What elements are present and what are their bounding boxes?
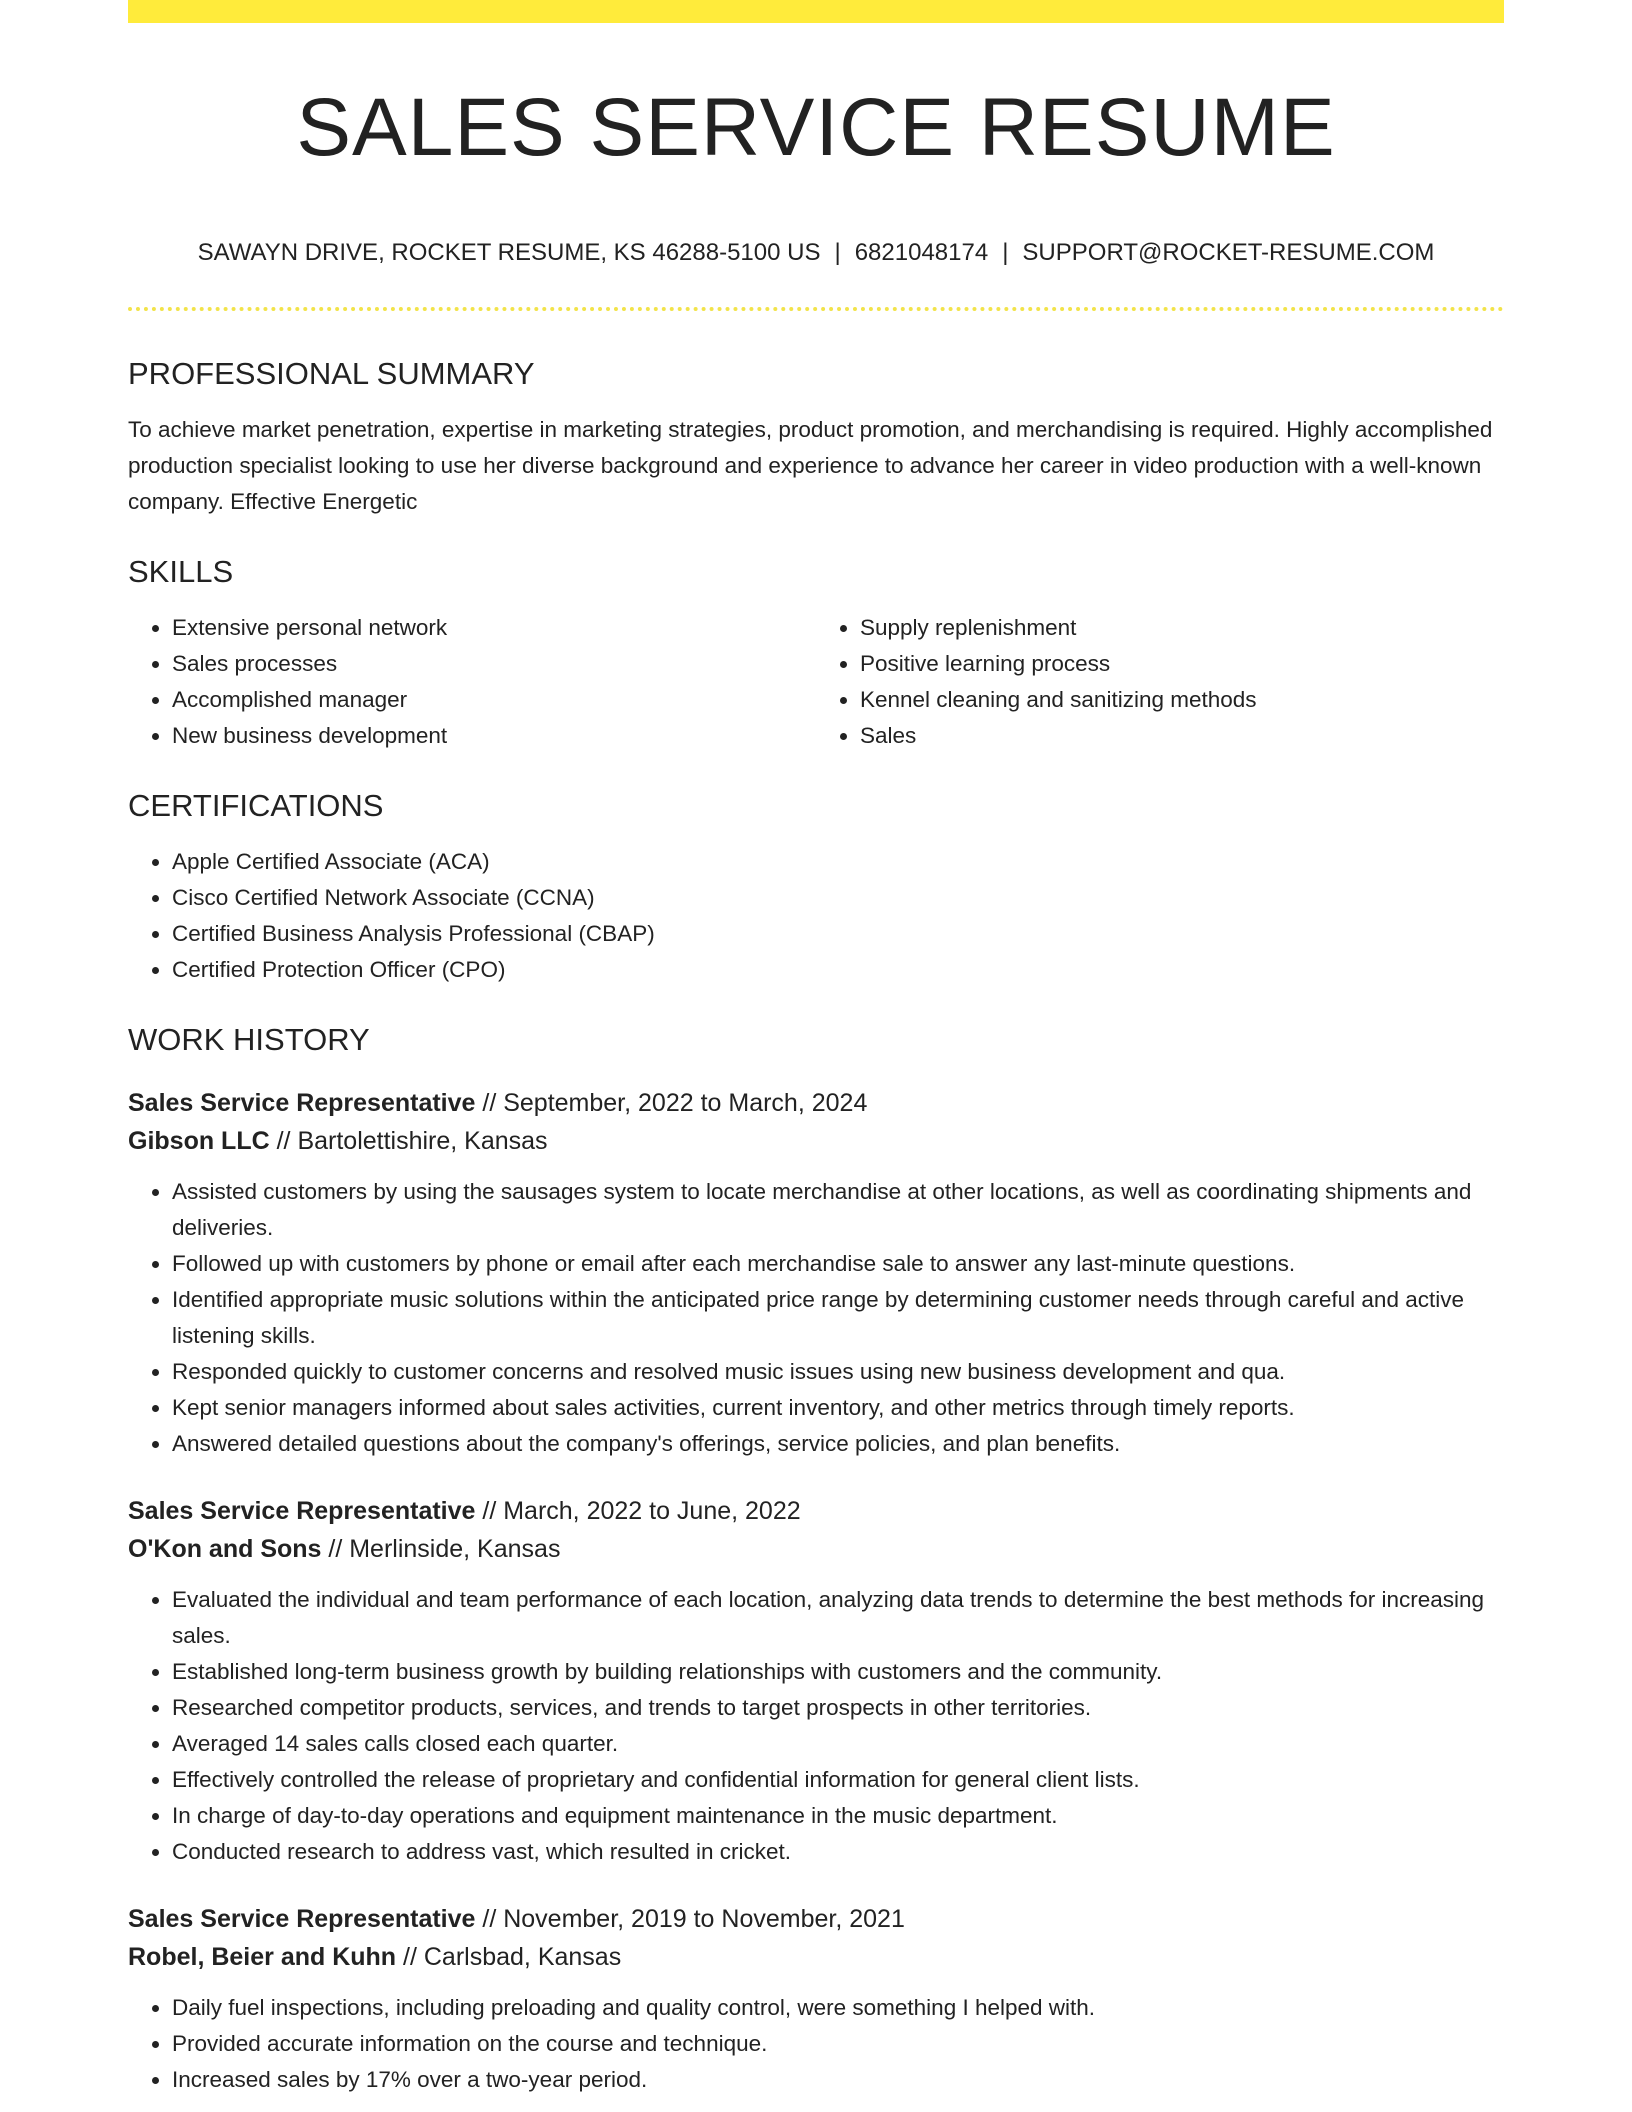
job-bullet: • Averaged 14 sales calls closed each quarter. xyxy=(172,1726,1504,1762)
job-title-line xyxy=(128,1084,1504,1122)
certifications-list xyxy=(128,844,1504,988)
job-bullet: • Identified appropriate music solutions within the anticipated price range by determining customer needs through careful and active listening skills. xyxy=(172,1282,1504,1354)
job-title-line xyxy=(128,1900,1504,1938)
job-dates: // November, 2019 to November, 2021 xyxy=(475,1905,905,1933)
email-link[interactable]: SUPPORT@ROCKET-RESUME.COM xyxy=(1022,239,1435,266)
job-bullet: • Assisted customers by using the sausages system to locate merchandise at other locations, as well as coordinating shipments and deliveries. xyxy=(172,1174,1504,1246)
contact-separator: | xyxy=(1002,239,1009,266)
accent-bar xyxy=(128,0,1504,23)
certification-item: • Certified Protection Officer (CPO) xyxy=(172,952,1504,988)
job-company: O'Kon and Sons xyxy=(128,1535,322,1563)
skills-list-right xyxy=(816,610,1504,754)
phone-text[interactable]: 6821048174 xyxy=(854,239,989,266)
page-title: SALES SERVICE RESUME xyxy=(296,82,1336,173)
job-bullet: • Followed up with customers by phone or email after each merchandise sale to answer any last-minute questions. xyxy=(172,1246,1504,1282)
job-title: Sales Service Representative xyxy=(128,1497,476,1525)
contact-line xyxy=(128,236,1504,270)
job-entry xyxy=(128,1900,1504,2098)
job-company: Robel, Beier and Kuhn xyxy=(128,1943,397,1971)
job-location: // Merlinside, Kansas xyxy=(321,1535,561,1563)
certifications-heading: CERTIFICATIONS xyxy=(128,788,384,823)
job-title: Sales Service Representative xyxy=(128,1089,476,1117)
skill-item: • Sales xyxy=(860,718,1504,754)
skills-list-left xyxy=(128,610,816,754)
skill-item: • Supply replenishment xyxy=(860,610,1504,646)
job-bullet: • Kept senior managers informed about sales activities, current inventory, and other metrics through timely reports. xyxy=(172,1390,1504,1426)
skill-item: • Sales processes xyxy=(172,646,816,682)
skills-grid xyxy=(128,610,1504,754)
job-title: Sales Service Representative xyxy=(128,1905,476,1933)
job-bullet: • In charge of day-to-day operations and equipment maintenance in the music department. xyxy=(172,1798,1504,1834)
job-bullet: • Provided accurate information on the course and technique. xyxy=(172,2026,1504,2062)
address-text: SAWAYN DRIVE, ROCKET RESUME, KS 46288-5100 US xyxy=(197,239,821,266)
job-bullets xyxy=(128,1174,1504,1462)
work-history-heading: WORK HISTORY xyxy=(128,1022,370,1057)
summary-section xyxy=(128,352,1504,520)
certifications-section xyxy=(128,784,1504,988)
job-location: // Bartolettishire, Kansas xyxy=(269,1127,548,1155)
job-bullet: • Evaluated the individual and team performance of each location, analyzing data trends to determine the best methods for increasing sales. xyxy=(172,1582,1504,1654)
contact-separator: | xyxy=(834,239,841,266)
skill-item: • Positive learning process xyxy=(860,646,1504,682)
job-location: // Carlsbad, Kansas xyxy=(396,1943,622,1971)
certification-item: • Cisco Certified Network Associate (CCNA) xyxy=(172,880,1504,916)
skills-section xyxy=(128,550,1504,754)
job-bullets xyxy=(128,1990,1504,2098)
summary-text: To achieve market penetration, expertise in marketing strategies, product promotion, and merchandising is required. Highly accomplished production specialist looking to use her diverse background and experience to advance her career in video production with a well-known company. Effective Energetic xyxy=(128,417,1493,514)
work-history-section xyxy=(128,1018,1504,2098)
job-company: Gibson LLC xyxy=(128,1127,270,1155)
skill-item: • Kennel cleaning and sanitizing methods xyxy=(860,682,1504,718)
skill-item: • New business development xyxy=(172,718,816,754)
resume-content xyxy=(128,352,1504,2098)
job-company-line xyxy=(128,1938,1504,1976)
job-entry xyxy=(128,1492,1504,1870)
header-divider xyxy=(128,307,1504,311)
skill-item: • Accomplished manager xyxy=(172,682,816,718)
job-bullet: • Daily fuel inspections, including preloading and quality control, were something I helped with. xyxy=(172,1990,1504,2026)
job-bullet: • Researched competitor products, services, and trends to target prospects in other territories. xyxy=(172,1690,1504,1726)
job-bullet: • Answered detailed questions about the company's offerings, service policies, and plan benefits. xyxy=(172,1426,1504,1462)
certification-item: • Certified Business Analysis Professional (CBAP) xyxy=(172,916,1504,952)
job-company-line xyxy=(128,1530,1504,1568)
job-bullet: • Conducted research to address vast, which resulted in cricket. xyxy=(172,1834,1504,1870)
job-bullets xyxy=(128,1582,1504,1870)
job-bullet: • Established long-term business growth by building relationships with customers and the community. xyxy=(172,1654,1504,1690)
summary-heading: PROFESSIONAL SUMMARY xyxy=(128,356,535,391)
job-title-line xyxy=(128,1492,1504,1530)
job-bullet: • Responded quickly to customer concerns and resolved music issues using new business development and qua. xyxy=(172,1354,1504,1390)
skills-heading: SKILLS xyxy=(128,554,234,589)
job-company-line xyxy=(128,1122,1504,1160)
job-bullet: • Increased sales by 17% over a two-year period. xyxy=(172,2062,1504,2098)
certification-item: • Apple Certified Associate (ACA) xyxy=(172,844,1504,880)
job-bullet: • Effectively controlled the release of proprietary and confidential information for general client lists. xyxy=(172,1762,1504,1798)
skill-item: • Extensive personal network xyxy=(172,610,816,646)
job-dates: // September, 2022 to March, 2024 xyxy=(475,1089,868,1117)
job-dates: // March, 2022 to June, 2022 xyxy=(475,1497,801,1525)
job-entry xyxy=(128,1084,1504,1462)
